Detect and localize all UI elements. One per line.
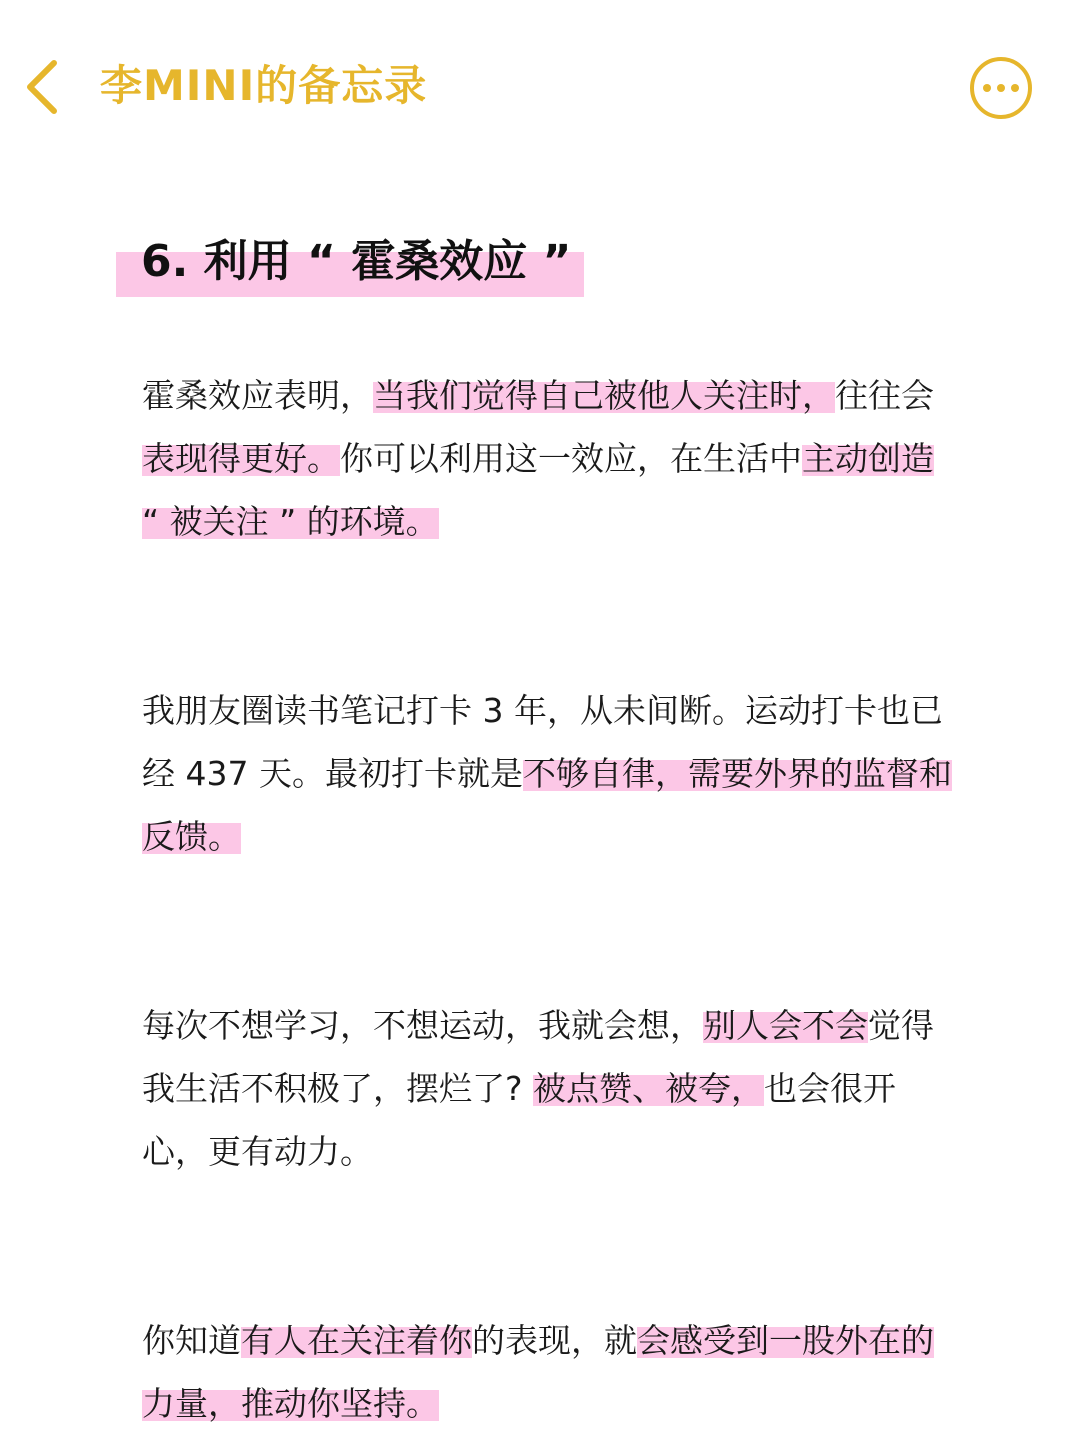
text-segment: 你知道 (142, 1321, 241, 1360)
text-segment: 往往会 (835, 376, 934, 415)
text-segment: 你可以利用这一效应，在生活中 (340, 439, 802, 478)
section-heading: 6. 利用 “ 霍桑效应 ” (141, 236, 572, 287)
note-body (142, 364, 954, 1435)
paragraph-1 (142, 364, 954, 553)
highlighted-text: 表现得更好。 (142, 439, 340, 478)
more-horizontal-icon (997, 84, 1005, 92)
highlighted-text: 会感受到一股外在的力量，推动你坚持。 (142, 1321, 934, 1423)
text-segment: 觉得我生活不积极了，摆烂了? (142, 1006, 934, 1108)
highlighted-text: 主动创造 “ 被关注 ” 的环境。 (142, 439, 934, 541)
more-horizontal-icon (983, 84, 991, 92)
text-segment: 霍桑效应表明， (142, 376, 373, 415)
highlighted-text: 被点赞、被夸， (533, 1069, 765, 1108)
section-heading-block (116, 226, 571, 298)
more-horizontal-icon (1011, 84, 1019, 92)
nav-bar (0, 0, 1080, 175)
page-title: 李MINI的备忘录 (100, 61, 428, 110)
highlighted-text: 不够自律，需要外界的监督和反馈。 (142, 754, 952, 856)
highlighted-text: 当我们觉得自己被他人关注时， (373, 376, 835, 415)
paragraph-4 (142, 1309, 954, 1435)
chevron-left-icon (24, 59, 60, 115)
text-segment: 的表现，就 (472, 1321, 637, 1360)
paragraph-2 (142, 679, 954, 868)
highlighted-text: 别人会不会 (703, 1006, 868, 1045)
back-button[interactable] (14, 52, 70, 122)
text-segment: 每次不想学习，不想运动，我就会想， (142, 1006, 703, 1045)
paragraph-3 (142, 994, 954, 1183)
text-segment: 我朋友圈读书笔记打卡 3 年，从未间断。运动打卡也已经 437 天。最初打卡就是 (142, 691, 943, 793)
text-segment: 也会很开心，更有动力。 (142, 1069, 897, 1171)
more-button[interactable] (970, 57, 1032, 119)
highlighted-text: 有人在关注着你 (241, 1321, 472, 1360)
